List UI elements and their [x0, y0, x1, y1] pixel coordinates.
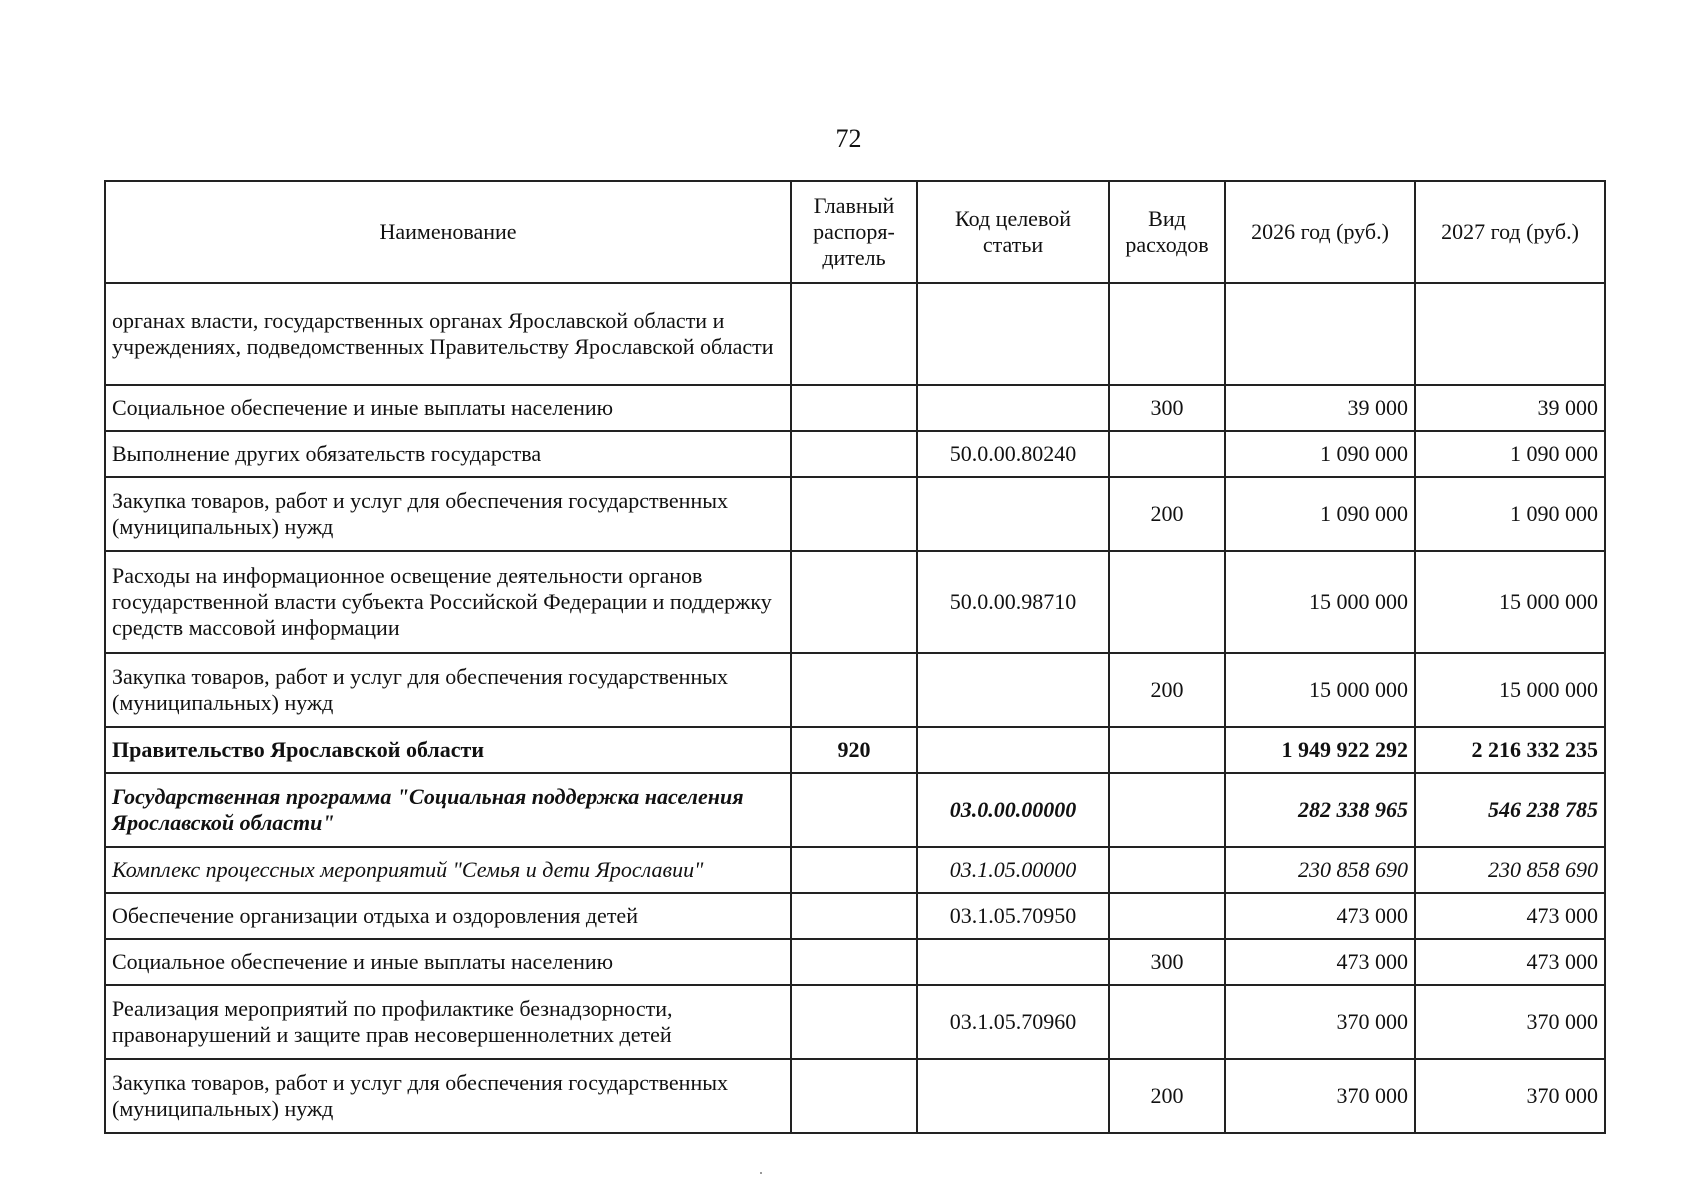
- row-main-manager: [791, 985, 917, 1059]
- row-expense-type: [1109, 773, 1225, 847]
- row-target-code: 03.0.00.00000: [917, 773, 1109, 847]
- row-expense-type: [1109, 283, 1225, 385]
- row-main-manager: [791, 653, 917, 727]
- row-name: Закупка товаров, работ и услуг для обеспечения государственных (муниципальных) нужд: [105, 1059, 791, 1133]
- row-amount-2026: 282 338 965: [1225, 773, 1415, 847]
- header-year-2026: 2026 год (руб.): [1225, 181, 1415, 283]
- row-main-manager: [791, 551, 917, 653]
- row-amount-2026: 1 090 000: [1225, 477, 1415, 551]
- table-row: [105, 283, 1605, 385]
- row-amount-2026: 473 000: [1225, 939, 1415, 985]
- table-row: [105, 939, 1605, 985]
- table-row: [105, 653, 1605, 727]
- table-row: [105, 477, 1605, 551]
- table-row: [105, 431, 1605, 477]
- row-target-code: 03.1.05.00000: [917, 847, 1109, 893]
- row-amount-2026: 15 000 000: [1225, 551, 1415, 653]
- row-amount-2027: 1 090 000: [1415, 477, 1605, 551]
- row-target-code: 03.1.05.70950: [917, 893, 1109, 939]
- budget-table: [104, 180, 1606, 1134]
- row-amount-2027: 370 000: [1415, 1059, 1605, 1133]
- table-row: [105, 727, 1605, 773]
- header-main-manager: Главный распоря-дитель: [791, 181, 917, 283]
- row-target-code: [917, 653, 1109, 727]
- row-amount-2027: 370 000: [1415, 985, 1605, 1059]
- row-amount-2027: 15 000 000: [1415, 653, 1605, 727]
- page-number: 72: [835, 124, 862, 153]
- row-name: Реализация мероприятий по профилактике безнадзорности, правонарушений и защите прав несовершеннолетних детей: [105, 985, 791, 1059]
- row-expense-type: 200: [1109, 653, 1225, 727]
- row-name: Обеспечение организации отдыха и оздоровления детей: [105, 893, 791, 939]
- row-name: органах власти, государственных органах Ярославской области и учреждениях, подведомственных Правительству Ярославской области: [105, 283, 791, 385]
- row-amount-2027: 546 238 785: [1415, 773, 1605, 847]
- row-name: Правительство Ярославской области: [105, 727, 791, 773]
- row-name: Социальное обеспечение и иные выплаты населению: [105, 385, 791, 431]
- row-amount-2027: 15 000 000: [1415, 551, 1605, 653]
- row-name: Закупка товаров, работ и услуг для обеспечения государственных (муниципальных) нужд: [105, 477, 791, 551]
- row-amount-2026: 370 000: [1225, 1059, 1415, 1133]
- row-expense-type: [1109, 431, 1225, 477]
- row-expense-type: [1109, 727, 1225, 773]
- row-amount-2026: 1 949 922 292: [1225, 727, 1415, 773]
- row-main-manager: [791, 847, 917, 893]
- row-main-manager: [791, 431, 917, 477]
- row-expense-type: [1109, 985, 1225, 1059]
- row-amount-2026: 15 000 000: [1225, 653, 1415, 727]
- row-target-code: [917, 939, 1109, 985]
- row-target-code: [917, 283, 1109, 385]
- row-main-manager: [791, 385, 917, 431]
- row-expense-type: 300: [1109, 385, 1225, 431]
- row-amount-2026: [1225, 283, 1415, 385]
- row-amount-2027: 2 216 332 235: [1415, 727, 1605, 773]
- row-amount-2027: 473 000: [1415, 939, 1605, 985]
- row-amount-2027: 230 858 690: [1415, 847, 1605, 893]
- table-row: [105, 1059, 1605, 1133]
- row-target-code: 50.0.00.98710: [917, 551, 1109, 653]
- row-target-code: [917, 477, 1109, 551]
- row-target-code: 03.1.05.70960: [917, 985, 1109, 1059]
- header-target-code: Код целевой статьи: [917, 181, 1109, 283]
- row-amount-2026: 473 000: [1225, 893, 1415, 939]
- table-row: [105, 893, 1605, 939]
- header-expense-type: Вид расходов: [1109, 181, 1225, 283]
- row-expense-type: 300: [1109, 939, 1225, 985]
- row-name: Комплекс процессных мероприятий "Семья и дети Ярославии": [105, 847, 791, 893]
- row-main-manager: [791, 773, 917, 847]
- row-expense-type: 200: [1109, 1059, 1225, 1133]
- row-name: Социальное обеспечение и иные выплаты населению: [105, 939, 791, 985]
- row-target-code: [917, 385, 1109, 431]
- row-main-manager: [791, 939, 917, 985]
- row-amount-2027: [1415, 283, 1605, 385]
- row-target-code: [917, 727, 1109, 773]
- row-main-manager: [791, 893, 917, 939]
- row-target-code: [917, 1059, 1109, 1133]
- row-name: Государственная программа "Социальная поддержка населения Ярославской области": [105, 773, 791, 847]
- row-amount-2026: 370 000: [1225, 985, 1415, 1059]
- row-target-code: 50.0.00.80240: [917, 431, 1109, 477]
- row-amount-2026: 39 000: [1225, 385, 1415, 431]
- row-amount-2027: 39 000: [1415, 385, 1605, 431]
- row-amount-2027: 473 000: [1415, 893, 1605, 939]
- table-header-row: [105, 181, 1605, 283]
- row-name: Закупка товаров, работ и услуг для обеспечения государственных (муниципальных) нужд: [105, 653, 791, 727]
- row-expense-type: [1109, 551, 1225, 653]
- header-year-2027: 2027 год (руб.): [1415, 181, 1605, 283]
- row-name: Выполнение других обязательств государства: [105, 431, 791, 477]
- row-main-manager: [791, 283, 917, 385]
- row-main-manager: [791, 1059, 917, 1133]
- row-main-manager: 920: [791, 727, 917, 773]
- row-expense-type: [1109, 847, 1225, 893]
- scan-speck: [760, 1172, 762, 1174]
- row-amount-2026: 230 858 690: [1225, 847, 1415, 893]
- table-row: [105, 847, 1605, 893]
- header-name: Наименование: [105, 181, 791, 283]
- table-row: [105, 773, 1605, 847]
- row-amount-2026: 1 090 000: [1225, 431, 1415, 477]
- table-row: [105, 551, 1605, 653]
- row-expense-type: [1109, 893, 1225, 939]
- row-expense-type: 200: [1109, 477, 1225, 551]
- row-amount-2027: 1 090 000: [1415, 431, 1605, 477]
- row-main-manager: [791, 477, 917, 551]
- row-name: Расходы на информационное освещение деятельности органов государственной власти субъекта Российской Федерации и поддержку средств массовой информации: [105, 551, 791, 653]
- table-row: [105, 385, 1605, 431]
- table-row: [105, 985, 1605, 1059]
